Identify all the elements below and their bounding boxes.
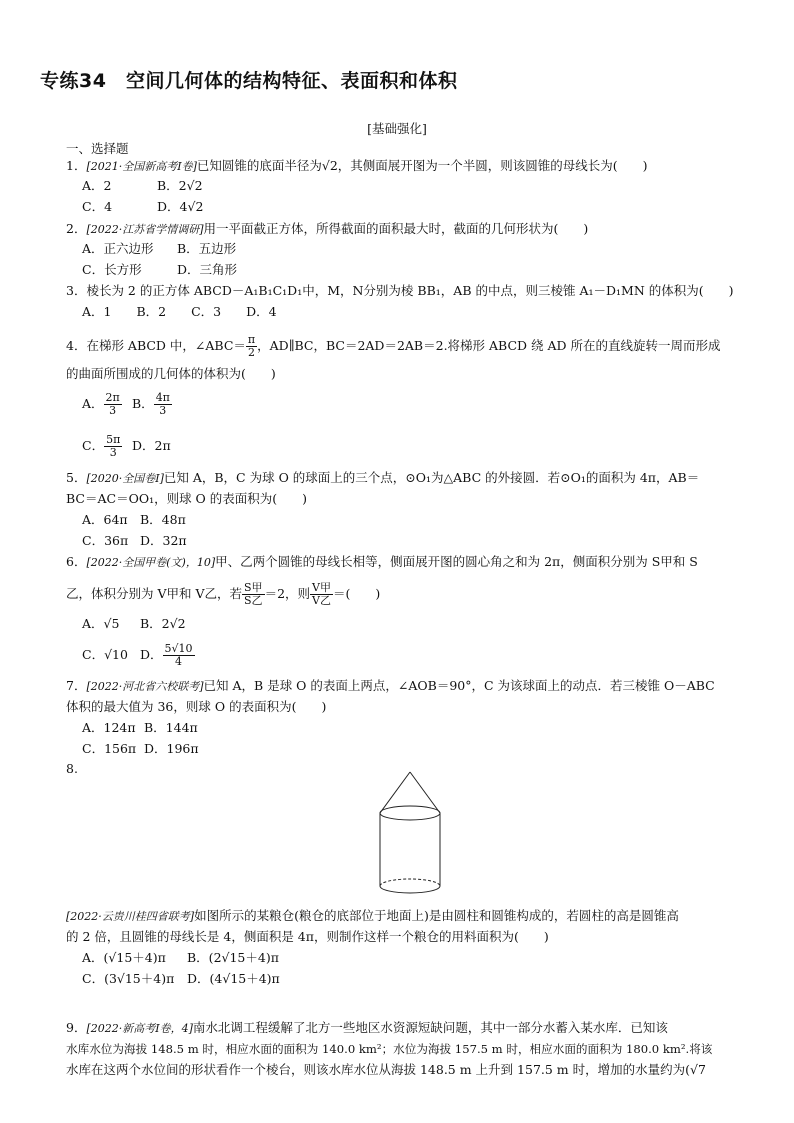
question-7-line-2: 体积的最大值为 36，则球 O 的表面积为( ) — [66, 699, 327, 714]
option-c: C．36π — [82, 533, 129, 548]
page-title: 专练34 空间几何体的结构特征、表面积和体积 — [40, 70, 458, 92]
options-row — [82, 177, 203, 195]
option-d: D．32π — [140, 533, 187, 548]
option-c: C．长方形 — [82, 262, 142, 277]
option-c: C．156π — [82, 741, 137, 756]
question-source: [2021·全国新高考Ⅰ卷] — [86, 160, 197, 173]
options-row — [82, 261, 237, 279]
question-source: [2022·江苏省学情调研] — [86, 223, 204, 236]
question-6: 6．[2022·全国甲卷(文)，10]甲、乙两个圆锥的母线长相等，侧面展开图的圆心角之和为 2π，侧面积分别为 S甲和 S — [66, 554, 698, 569]
question-9-line-3: 水库在这两个水位间的形状看作一个棱台，则该水库水位从海拔 148.5 m 上升到 157.5 m 时，增加的水量约为(√7 — [66, 1062, 706, 1077]
question-3: 3．棱长为 2 的正方体 ABCD－A₁B₁C₁D₁中，M，N分别为棱 BB₁，AB 的中点，则三棱锥 A₁－D₁MN 的体积为( ) — [66, 283, 734, 298]
options-row: A．1 B．2 C．3 D．4 — [82, 304, 277, 319]
question-4-line-2: 的曲面所围成的几何体的体积为( ) — [66, 366, 276, 381]
question-source: [2022·云贵川桂四省联考] — [66, 910, 195, 923]
option-a: A．64π — [82, 512, 128, 527]
question-8: [2022·云贵川桂四省联考]如图所示的某粮仓(粮仓的底部位于地面上)是由圆柱和圆锥构成的，若圆柱的高是圆锥高 — [66, 908, 679, 923]
options-row — [82, 719, 198, 737]
question-6-line-2: 乙，体积分别为 V甲和 V乙，若 $\frac{\text{S甲}}{\text{S乙}}$ ＝2，则 $\frac{\text{V甲}}{\text{V乙}}$ ＝( ) — [66, 581, 381, 607]
options-row — [82, 615, 186, 633]
question-source: [2022·新高考Ⅰ卷，4] — [86, 1022, 193, 1035]
option-d: D．4√2 — [157, 199, 204, 214]
option-c: C．(3√15＋4)π — [82, 971, 175, 986]
option-a: A．正六边形 — [82, 241, 154, 256]
options-row — [82, 392, 172, 417]
option-b: B．48π — [140, 512, 186, 527]
options-row — [82, 970, 280, 988]
options-row — [82, 511, 186, 529]
section-heading: [基础强化] — [367, 121, 427, 136]
cylinder-top-ellipse — [380, 806, 440, 820]
option-b: B．2√2 — [157, 178, 203, 193]
fraction: $\frac{\pi}{2}$ — [247, 333, 256, 359]
options-row — [82, 198, 203, 216]
cylinder-bottom-front — [380, 886, 440, 893]
option-a: A．(√15＋4)π — [82, 950, 166, 965]
question-8-line-2: 的 2 倍，且圆锥的母线长是 4，侧面积是 4π，则制作这样一个粮仓的用料面积为( ) — [66, 929, 549, 944]
option-b: B．(2√15＋4)π — [187, 950, 279, 965]
option-b: B． $\frac{4\pi}{3}$ — [132, 391, 170, 417]
options-row — [82, 532, 187, 550]
options-row — [82, 240, 236, 258]
option-d: D．三角形 — [177, 262, 238, 277]
option-c: C． $\frac{5\pi}{3}$ — [82, 433, 121, 459]
granary-figure — [370, 770, 450, 898]
option-b: B．144π — [144, 720, 198, 735]
option-c: C．4 — [82, 199, 113, 214]
options-row — [82, 949, 279, 967]
category-heading: 一、选择题 — [66, 141, 129, 156]
option-d: D．196π — [144, 741, 199, 756]
question-7: 7．[2022·河北省六校联考]已知 A，B 是球 O 的表面上两点，∠AOB＝90°，C 为该球面上的动点．若三棱锥 O－ABC — [66, 678, 715, 693]
options-row — [82, 434, 171, 459]
cylinder-bottom-back — [380, 879, 440, 886]
option-a: A．√5 — [82, 616, 120, 631]
question-source: [2020·全国卷Ⅰ] — [86, 472, 164, 485]
question-5-line-2: BC＝AC＝OO₁，则球 O 的表面积为( ) — [66, 491, 308, 506]
option-c: C．√10 — [82, 647, 128, 662]
options-row — [82, 643, 195, 668]
options-row — [82, 740, 199, 758]
question-source: [2022·河北省六校联考] — [86, 680, 204, 693]
question-9-line-2: 水库水位为海拔 148.5 m 时，相应水面的面积为 140.0 km²；水位为海拔 157.5 m 时，相应水面的面积为 180.0 km².将该 — [66, 1042, 713, 1056]
question-9: 9．[2022·新高考Ⅰ卷，4]南水北调工程缓解了北方一些地区水资源短缺问题，其中一部分水蓄入某水库．已知该 — [66, 1020, 668, 1035]
option-a: A． $\frac{2\pi}{3}$ — [82, 391, 120, 417]
option-d: D．2π — [132, 438, 171, 453]
question-4: 4．在梯形 ABCD 中，∠ABC＝ $\frac{\pi}{2}$ ，AD∥BC，BC＝2AD＝2AB＝2.将梯形 ABCD 绕 AD 所在的直线旋转一周而形成 — [66, 333, 721, 359]
option-a: A．124π — [82, 720, 136, 735]
option-d: D．(4√15＋4)π — [187, 971, 280, 986]
question-5: 5．[2020·全国卷Ⅰ]已知 A，B，C 为球 O 的球面上的三个点，⊙O₁为△ABC 的外接圆．若⊙O₁的面积为 4π，AB＝ — [66, 470, 700, 485]
option-a: A．2 — [82, 178, 112, 193]
question-2: 2．[2022·江苏省学情调研]用一平面截正方体，所得截面的面积最大时，截面的几何形状为( ) — [66, 221, 589, 236]
option-d: D． $\frac{5√10}{4}$ — [140, 642, 193, 668]
question-source: [2022·全国甲卷(文)，10] — [86, 556, 216, 569]
option-b: B．2√2 — [140, 616, 186, 631]
question-8-number: 8. — [66, 761, 78, 776]
question-1: 1．[2021·全国新高考Ⅰ卷]已知圆锥的底面半径为√2，其侧面展开图为一个半圆，则该圆锥的母线长为( ) — [66, 158, 648, 173]
option-b: B．五边形 — [177, 241, 237, 256]
